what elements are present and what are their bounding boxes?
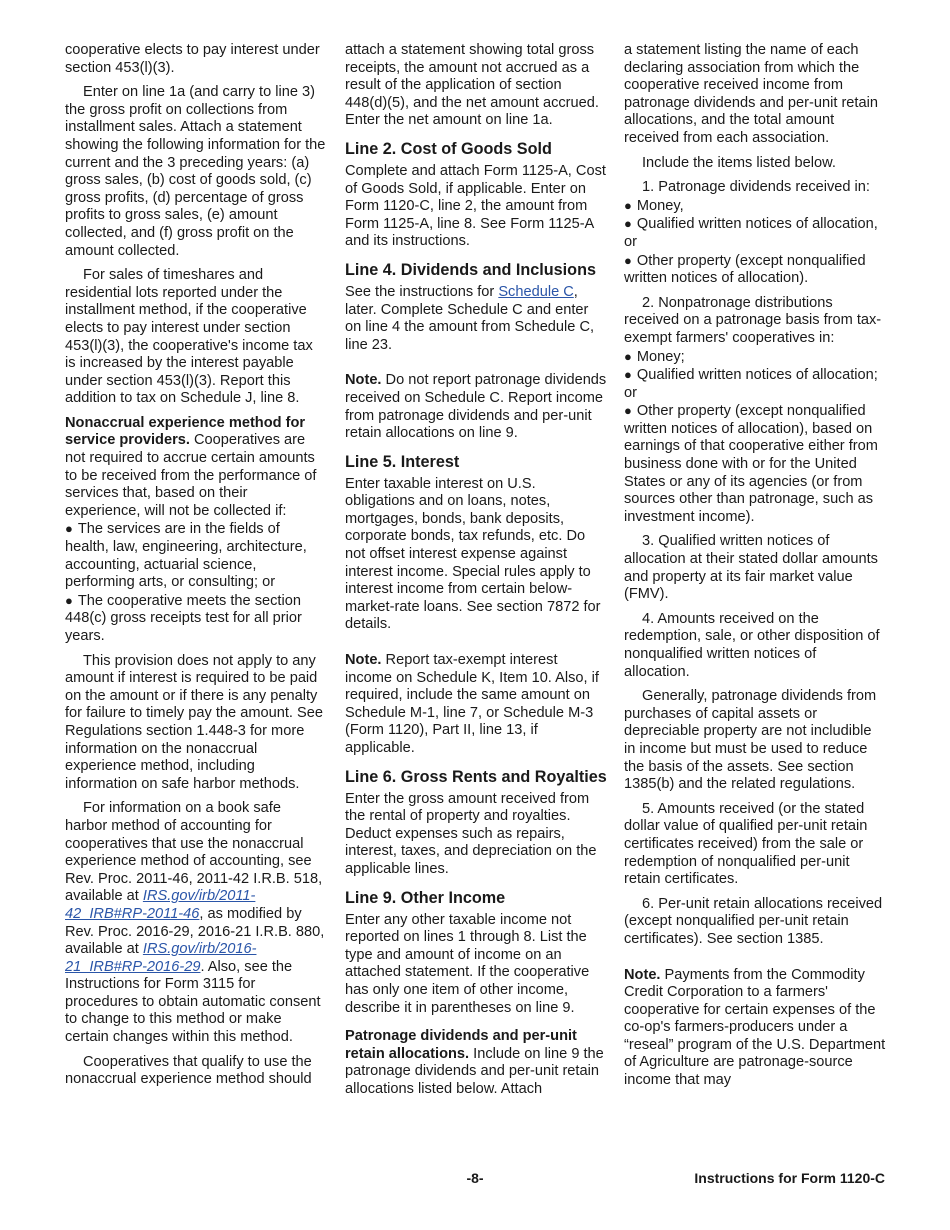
paragraph: Enter the gross amount received from the rental of property and royalties. Deduct expenses such as repairs, interest, taxes, and depreciation on the applicable lines. <box>345 790 597 877</box>
paragraph-text: , later. Complete Schedule C and enter on line 4 the amount from Schedule C, line 23. <box>345 283 595 353</box>
bullet-icon: ● <box>624 197 632 213</box>
note-text: Payments from the Commodity Credit Corporation to a farmers' cooperative for certain expenses of the co-op's farmers-producers under a “reseal” program of the U.S. Department of Agriculture are patronage-source income that may <box>624 966 886 1089</box>
paragraph-patronage <box>345 1028 607 1098</box>
list-item <box>624 348 886 367</box>
note-label: Note. <box>624 966 661 983</box>
page-footer <box>65 1170 885 1190</box>
list-item-text: Other property (except nonqualified written notices of allocation). <box>624 252 866 287</box>
run-in-heading: Patronage dividends and per-unit retain allocations. <box>345 1028 577 1062</box>
list-item-5: 5. Amounts received (or the stated dollar value of qualified per-unit retain certificates received) from the sale or redemption of nonqualified per-unit retain certificates. <box>624 800 868 888</box>
list-item <box>624 252 886 288</box>
bullet-list <box>65 520 327 645</box>
paragraph-text: . Also, see the Instructions for Form 3115 for procedures to obtain automatic consent to change to this method or make certain changes within this method. <box>65 958 321 1046</box>
paragraph-text: Include on line 9 the patronage dividends and per-unit retain allocations listed below. Attach <box>345 1045 604 1097</box>
schedule-c-link[interactable]: Schedule C <box>498 283 574 300</box>
bullet-icon: ● <box>65 521 73 537</box>
column-3 <box>624 42 886 1097</box>
paragraph: Enter taxable interest on U.S. obligations and on loans, notes, mortgages, bonds, bank deposits, corporate bonds, tax refunds, etc. Do not offset interest expense against interest income. Special rules apply to interest income from certain below-market-rate loans. See section 7872 for details. <box>345 475 601 633</box>
bullet-icon: ● <box>624 216 632 232</box>
note-text: Do not report patronage dividends received on Schedule C. Report income from patronage dividends and per-unit retain allocations on line 9. <box>345 372 607 442</box>
paragraph: Enter any other taxable income not reported on lines 1 through 8. List the type and amount of income on an attached statement. If the cooperative has only one item of other income, describe it in parentheses on line 9. <box>345 911 590 1016</box>
list-item <box>624 402 886 526</box>
list-item-text: Other property (except nonqualified written notices of allocation), based on earnings of that cooperative either from business done with or for the United States or any of its agencies (or from sources other than patronage, such as investment income). <box>624 403 878 525</box>
column-1 <box>65 42 327 1096</box>
note <box>345 652 607 758</box>
bullet-icon: ● <box>624 348 632 364</box>
irs-link-rp-2016-29[interactable]: IRS.gov/irb/2016-21_IRB#RP-2016-29 <box>65 941 257 975</box>
note-text: Report tax-exempt interest income on Schedule K, Item 10. Also, if required, include the same amount on Schedule M-1, line 7, or Schedule M-3 (Form 1120), Part II, line 13, if applicable. <box>345 652 599 756</box>
bullet-list <box>624 348 886 527</box>
paragraph: Complete and attach Form 1125-A, Cost of Goods Sold, if applicable. Enter on Form 1120-C, line 2, the amount from Form 1125-A, line 8. See Form 1125-A and its instructions. <box>345 162 606 250</box>
paragraph: Cooperatives that qualify to use the nonaccrual experience method should <box>65 1053 312 1088</box>
bullet-icon: ● <box>65 592 73 608</box>
list-item-2: 2. Nonpatronage distributions received on a patronage basis from tax-exempt farmers' cooperatives in: <box>624 294 882 346</box>
heading-line-6: Line 6. Gross Rents and Royalties <box>345 767 607 786</box>
irs-link-rp-2011-46[interactable]: IRS.gov/irb/2011-42_IRB#RP-2011-46 <box>65 888 256 922</box>
run-in-heading: Nonaccrual experience method for service providers. <box>65 414 306 449</box>
list-item <box>65 520 327 591</box>
heading-line-5: Line 5. Interest <box>345 452 460 471</box>
paragraph: attach a statement showing total gross receipts, the amount not accrued as a result of the application of section 448(d)(5), and the net amount accrued. Enter the net amount on line 1a. <box>345 42 599 129</box>
paragraph: This provision does not apply to any amount if interest is required to be paid on the amount or if there is any penalty for failure to timely pay the amount. See Regulations section 1.448-3 for more information on the nonaccrual experience method, including information on safe harbor methods. <box>65 652 323 792</box>
heading-line-2: Line 2. Cost of Goods Sold <box>345 139 552 158</box>
list-item-text: Money, <box>636 197 684 214</box>
paragraph-text: , as modified by Rev. Proc. 2016-29, 2016-21 I.R.B. 880, available at <box>65 905 325 958</box>
list-item-text: The services are in the fields of health, law, engineering, architecture, accounting, actuarial science, performing arts, or consulting; or <box>65 521 307 591</box>
paragraph-text: Cooperatives are not required to accrue certain amounts to be received from the performance of services that, based on their experience, will not be collected if: <box>65 432 317 519</box>
list-item-text: Qualified written notices of allocation; or <box>624 367 878 401</box>
bullet-list <box>624 197 886 288</box>
note <box>345 372 607 442</box>
paragraph-line-4 <box>345 284 607 354</box>
paragraph: cooperative elects to pay interest under section 453(l)(3). <box>65 42 320 76</box>
bullet-icon: ● <box>624 252 632 268</box>
list-item-4: 4. Amounts received on the redemption, sale, or other disposition of nonqualified written notices of allocation. <box>624 610 880 680</box>
paragraph: Include the items listed below. <box>642 154 836 171</box>
list-item <box>624 197 886 216</box>
heading-line-9: Line 9. Other Income <box>345 888 506 907</box>
heading-line-4: Line 4. Dividends and Inclusions <box>345 260 596 279</box>
list-item-3: 3. Qualified written notices of allocation at their stated dollar amounts and property at its fair market value (FMV). <box>624 533 878 603</box>
column-2 <box>345 42 607 1106</box>
paragraph-text: For information on a book safe harbor method of accounting for cooperatives that use the nonaccrual experience method of accounting, see Rev. Proc. 2011-46, 2011-42 I.R.B. 518, available at <box>65 800 323 905</box>
paragraph-book-safe-harbor <box>65 800 327 1046</box>
paragraph: a statement listing the name of each declaring association from which the cooperative received income from patronage dividends and per-unit retain allocations, and the total amount received from each association. <box>624 42 878 146</box>
list-item-1: 1. Patronage dividends received in: <box>642 179 870 196</box>
paragraph: Enter on line 1a (and carry to line 3) the gross profit on collections from installment sales. Attach a statement showing the following information for the current and the 3 preceding years: (a) gross sales, (b) cost of goods sold, (c) gross profits, (d) percentage of gross profits to gross sales, (e) amount collected, and (f) gross profit on the amount collected. <box>65 84 326 259</box>
list-item-text: The cooperative meets the section 448(c) gross receipts test for all prior years. <box>65 592 302 644</box>
list-item-text: Money; <box>636 348 685 365</box>
paragraph: For sales of timeshares and residential lots reported under the installment method, if the cooperative elects to pay interest under section 453(l)(3), the cooperative's income tax is increased by the interest payable under section 453(l)(3). Report this addition to tax on Schedule J, line 8. <box>65 267 313 407</box>
form-title: Instructions for Form 1120-C <box>694 1170 885 1186</box>
paragraph: Generally, patronage dividends from purchases of capital assets or depreciable property are not includible in income but must be used to reduce the basis of the assets. See section 1385(b) and the related regulations. <box>624 688 877 793</box>
list-item <box>624 366 886 402</box>
paragraph-text: See the instructions for <box>345 283 499 300</box>
list-item-text: Qualified written notices of allocation, or <box>624 216 878 250</box>
note-label: Note. <box>345 652 382 669</box>
page-number: -8- <box>466 1170 484 1186</box>
list-item <box>65 592 327 646</box>
bullet-icon: ● <box>624 403 632 419</box>
note <box>624 967 886 1090</box>
list-item <box>624 215 886 251</box>
paragraph-nonaccrual <box>65 415 327 521</box>
list-item-6: 6. Per-unit retain allocations received (except nonqualified per-unit retain certificates). See section 1385. <box>624 895 883 947</box>
bullet-icon: ● <box>624 367 632 383</box>
note-label: Note. <box>345 372 382 389</box>
